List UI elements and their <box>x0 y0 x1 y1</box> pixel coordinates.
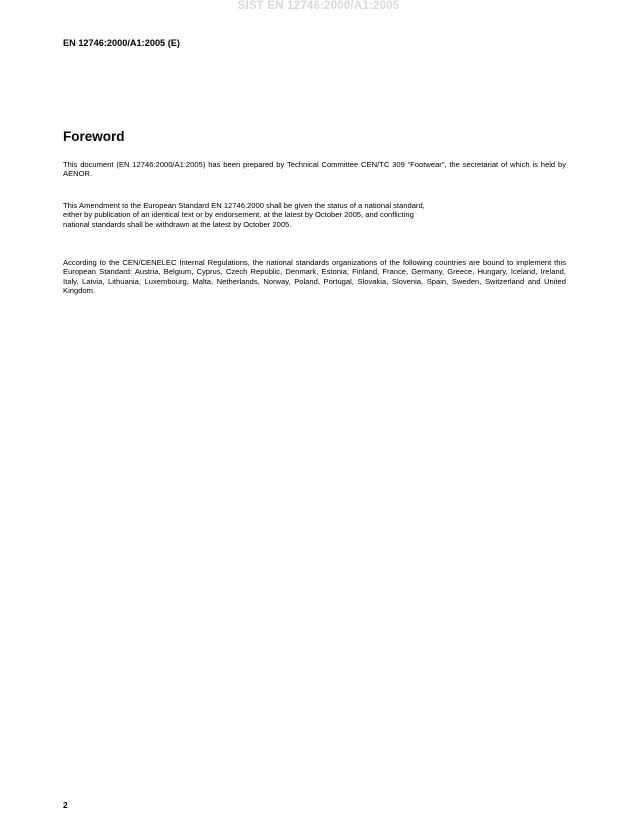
foreword-paragraph-2 <box>63 201 566 229</box>
paragraph-2-line: This Amendment to the European Standard EN 12746:2000 shall be given the status of a national standard, <box>63 201 425 210</box>
foreword-paragraph-1: This document (EN 12746:2000/A1:2005) has been prepared by Technical Committee CEN/TC 309 “Footwear”, the secretariat of which is held by AENOR. <box>63 160 566 179</box>
watermark: SIST EN 12746:2000/A1:2005 <box>237 0 400 12</box>
page-number: 2 <box>63 800 68 810</box>
section-heading-foreword: Foreword <box>63 129 125 144</box>
foreword-paragraph-3: According to the CEN/CENELEC Internal Regulations, the national standards organizations of the following countries are bound to implement this European Standard: Austria, Belgium, Cyprus, Czech Republic, Denmark, Estonia, Finland, France, Germany, Greece, Hungary, Iceland, Ireland, Italy, Latvia, Lithuania, Luxembourg, Malta, Netherlands, Norway, Poland, Portugal, Slovakia, Slovenia, Spain, Sweden, Switzerland and United Kingdom. <box>63 258 566 295</box>
document-header: EN 12746:2000/A1:2005 (E) <box>63 38 180 48</box>
paragraph-2-line: national standards shall be withdrawn at the latest by October 2005. <box>63 219 292 229</box>
paragraph-2-line: either by publication of an identical text or by endorsement, at the latest by October 2005, and conflicting <box>63 210 414 220</box>
